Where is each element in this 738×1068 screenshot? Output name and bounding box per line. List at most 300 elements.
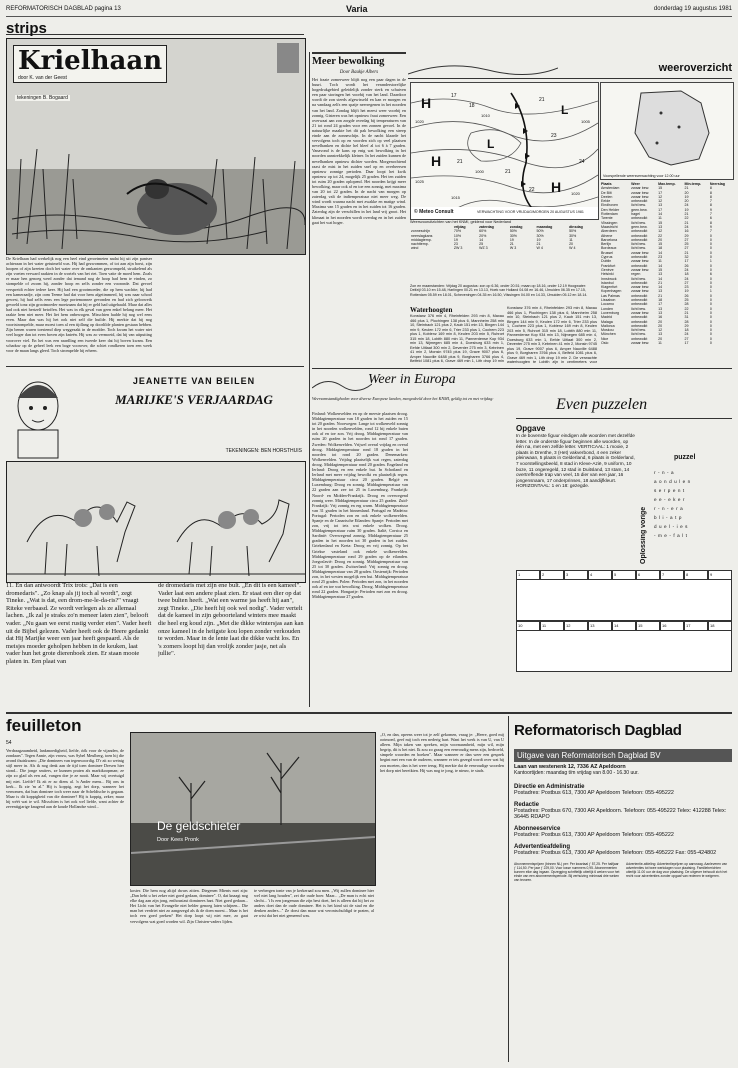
- table-cell: 0: [709, 310, 712, 315]
- table-cell: 28: [684, 302, 689, 307]
- table-cell: 20: [658, 319, 663, 324]
- table-cell: 18: [684, 272, 689, 277]
- table-cell: onbewolkt: [631, 229, 648, 234]
- table-cell: zwaar bew.: [631, 285, 650, 290]
- masthead-section: Varia: [346, 4, 368, 14]
- table-cell: Las Palmas: [601, 293, 620, 298]
- table-cell: 0: [709, 250, 712, 255]
- table-cell: Eindhoven: [601, 203, 618, 208]
- table-cell: 19: [684, 194, 689, 199]
- rd-section-text: Postadres: Postbus 613, 7300 AP Apeldoorn Telefoon: 055-495222: [514, 790, 674, 796]
- table-cell: 70%: [453, 229, 462, 234]
- city-temp: 21: [457, 159, 463, 165]
- table-cell: ZW 3: [453, 246, 463, 251]
- europa-header: [312, 372, 510, 394]
- table-cell: 10%: [453, 233, 462, 238]
- grid-number-cell[interactable]: 8: [684, 570, 708, 580]
- grid-top-row: [516, 570, 732, 580]
- table-cell: Frankfurt: [601, 263, 616, 268]
- grid-blank-area: [516, 580, 732, 621]
- table-cell: 22: [684, 306, 689, 311]
- table-cell: 0: [709, 285, 712, 290]
- table-cell: 29: [684, 323, 689, 328]
- table-cell: Mallorca: [601, 323, 615, 328]
- table-cell: 23: [658, 255, 663, 260]
- bewolking-article: [312, 52, 406, 364]
- table-cell: Barcelona: [601, 237, 618, 242]
- table-cell: onbewolkt: [631, 263, 648, 268]
- table-cell: 24: [684, 224, 689, 229]
- table-cell: 0: [709, 233, 712, 238]
- table-cell: 7: [709, 199, 712, 204]
- table-cell: Klagenfurt: [601, 285, 618, 290]
- feuilleton-byline: Door Kees Pronk: [157, 837, 199, 843]
- table-cell: 19: [536, 237, 541, 242]
- table-cell: 13: [658, 310, 663, 315]
- table-cell: 0: [709, 237, 712, 242]
- waterhoogten-text: Konstanz 376 min 4, Rheinfelden 293 min 8, Maxau 466 plus 1, Plochingen 138 plus 6, Mannheim 258 min 10, Steinbach 121 plus 2, Kaub 151 min 13, Bingen 144 min 9, Keulen 172 min 6, Trier 233 plus 1, Cochem 223 plus 1, Koblenz 169 min 8, Keulen 203 min 5, Ruhrort 315 min 18, Lobith 880 min 11, Pannerdense Kop 934 min 13, Nijmegen 685 min 4, Doesburg 633 min 1, Eefde Uitlaat 300 min 2, Deventer 275 min 3, Kebrinen 41 min 2, Monsin 9745 plus 19, Grave 9007 plus 6, Amper Nauville 6488 plus 9, Borgharen 3766 plus 4, Belfeld 1081 plus 6, Grave 469 min 1, Lith drop 19 min: [410, 314, 504, 363]
- table-cell: 30%: [569, 233, 577, 238]
- forecast-day: zondag: [509, 225, 523, 229]
- table-cell: 13: [658, 332, 663, 337]
- netherlands-mini-map: [600, 82, 734, 180]
- table-cell: 27: [684, 336, 689, 341]
- weather-rule: [408, 78, 732, 79]
- divider: [6, 366, 304, 367]
- table-cell: 14: [658, 276, 663, 281]
- oplossing-row: s e r p e n t: [654, 488, 685, 493]
- feuilleton-text-col1: Verdraagzaamheid, lankmoedigheid, liefde, óók voor de vijanden, de zondaars". Tegen Annie, zijn vrouw, was Sybel Meulberg, toen hij die avond thuiskwam: „Die dominees van tegenwoordig. D'r zit zo weinig stijl meer in. Als ik nog denk aan de tijd toen dominee Dresen hier stond... Die jonge smiters, ze kunnen praten als marktkoopman; ze zijn zo glad als een aal, vangen doe je ze nooit. Maar wij overtuigd mij niet. Liefde? Ik zit er zo diens al. 'n Ander mens... Bij ons in kerk... Ik zie 'm al." Hij is koppig, zegt het dorp, wanneer het vernomen, dat hun dominee toch weer naar de Scheldtsche is gegaan. Maar is dit koppigheid van die dominee? Hij is koppig, zeker; maar hij wéét wat ie wil. Misschien is het ook wel liefde, want achter de zeventigjarige knagend aan de koude Hollandse wind...: [6, 748, 124, 810]
- grid-bottom-row: [516, 621, 732, 631]
- table-cell: 25: [684, 298, 689, 303]
- table-cell: licht bew.: [631, 306, 646, 311]
- table-cell: 30%: [509, 233, 518, 238]
- isobar-label: 1000: [475, 169, 484, 174]
- table-cell: 0: [709, 293, 712, 298]
- table-cell: 8: [709, 194, 712, 199]
- table-cell: 0: [709, 319, 712, 324]
- table-cell: 12: [658, 229, 663, 234]
- table-cell: Vlissingen: [601, 220, 618, 225]
- table-cell: onbewolkt: [631, 323, 648, 328]
- table-cell: 27: [684, 237, 689, 242]
- table-cell: 13: [658, 203, 663, 208]
- europa-intro: Weersomstandigheden voor diverse Europese landen, meegedeeld door het KNMI, geldig tot en met vrijdag:: [312, 396, 494, 401]
- table-cell: zwaar bew.: [631, 340, 650, 345]
- table-cell: neerslagkans: [411, 233, 433, 238]
- table-cell: 50%: [509, 229, 518, 234]
- table-cell: 19: [684, 289, 689, 294]
- table-cell: 25: [684, 242, 689, 247]
- table-cell: Cyprus: [601, 255, 613, 260]
- isobar-label: 1025: [415, 179, 424, 184]
- rd-section-text: Postadres: Postbus 613, 7300 AP Apeldoorn Telefoon: 055-495222 Fax: 055-424802: [514, 850, 717, 856]
- city-temp: 24: [579, 159, 585, 165]
- oplossing-row: r - n - e r a: [654, 506, 684, 511]
- table-cell: zwaar bew.: [631, 289, 650, 294]
- table-cell: 0: [709, 255, 712, 260]
- krielhaan-title: Krielhaan: [18, 46, 163, 76]
- front-symbol: H: [421, 95, 432, 111]
- oplossing-row: r - n - a: [654, 470, 675, 475]
- table-cell: Aberdeen: [601, 229, 617, 234]
- table-cell: 0: [709, 298, 712, 303]
- table-cell: Genève: [601, 267, 614, 272]
- strips-label: strips: [6, 20, 47, 37]
- page-masthead: [6, 4, 732, 17]
- table-cell: onbewolkt: [631, 315, 648, 320]
- table-cell: 29: [684, 233, 689, 238]
- table-cell: 13: [658, 272, 663, 277]
- table-cell: 20: [684, 190, 689, 195]
- grid-number-cell[interactable]: 15: [636, 621, 660, 631]
- puzzel-header: [516, 396, 732, 420]
- table-cell: licht bew.: [631, 332, 646, 337]
- oplossing-grid: [654, 468, 730, 540]
- forecast-day: maandag: [536, 225, 553, 229]
- table-cell: 21: [658, 280, 663, 285]
- table-cell: Den Helder: [601, 207, 620, 212]
- isobar-map: [411, 83, 598, 219]
- krielhaan-title-box: [13, 45, 167, 83]
- rd-section-title: Directie en Administratie: [514, 784, 585, 790]
- krielhaan-comic: [6, 38, 306, 255]
- puzzel-title: Even puzzelen: [556, 396, 648, 413]
- city-table: [600, 182, 732, 345]
- table-cell: onbewolkt: [631, 237, 648, 242]
- opgave-text: In de bovenste figuur eindigen alle woorden met dezelfde letter. In de onderste figuur beginnen alle woorden, op één na, met een zelfde letter. VERTICAAL: 1 mooie, 2 plaats in Drenthe, 3 (Het) vakverbond, 4 een zeker pleinwaan, 5 plaats in Gelderland, 6 plaats in Gelderland, 7 voorstellingsbeeld, 8 stad in Kleve-Azië, 9 uniform, 10 boze, 11 ongeregeld, 12 stad in Duitsland, 13 stam, 14 overtreffende trap van veel, 15 dier van een jaar, 16 jongensnaam, 17 onderprinses, 18 aandijfkleurt. HORIZONTAAL: 1 en 18: gezegde.: [516, 433, 635, 489]
- table-cell: 21: [684, 310, 689, 315]
- table-cell: 13: [658, 306, 663, 311]
- krielhaan-author: door K. van der Geest: [18, 75, 67, 81]
- table-cell: onbewolkt: [631, 255, 648, 260]
- table-cell: 0: [709, 315, 712, 320]
- oplossing-row: a o n d u l e n: [654, 479, 691, 484]
- krielhaan-story: De Krielhaan had werkelijk nog een heel eind geroeimeten nadat hij uit zijn pantser achteraan in het water getuimeld was. Hij had gezwommen, of tot aan zijn borst, zijn hoopen of zijn kreeten doch het water over de omkanten gezwompeld, struikelend als zijn voeten verward raakten in de wortels van het riet. Toen vatte de moed hem. Zoals er maar hen genoeg werd zonder dat iemand nog de hoop had hem te vinden, zo stompelde of zwom hij, zonder hoop en zelfs zonder een vooronde. Dat gevoel verspreidt echter iedere keer. Hij had een grootmoeder, die op hem wachtte; hij had een kameraadje, zijn oom Teeme had dat voor hem afgetimmerd, bij was naar school gewest, hij had zelfs eens een lege portemonnee gevonden en had zich gelooweik gevoeld tonz zijn grootmoeder moeizaam dat hij er geld had uitgehaald. Maar dat alles had ook niet hertzelf betoffen. Het was in elk geval van geen enkel belang meer. Het raakte hem niet meer. Het liet hem onbewogen. Misschien hadde hij nog wel eens even. Maar dan was hij het ook niet zelf die huilde. Hij merkte dat hij nog voortstrompelde, maar moest toen al een tijdlang op doorlilde planten gestaan hebben. Zijn benen waren toestemd diep weggezakt in de modder. Toch kwam het water niet veel hoger dan tot even boven zijn knieën. Hij was zo vermoeid, dat hij van uitputting voorover viel. En het was een raardling een tweede keer dat hij boven kwam. Een schaduw op de geheel leek een boge voorover, die schiet rondkeren toen een week voor de maan langs gleed. Toch strompelde hij erheen.: [6, 256, 152, 353]
- table-cell: 0: [709, 328, 712, 333]
- marijke-header: [6, 368, 304, 460]
- table-cell: nachttemp.: [411, 242, 429, 247]
- city-temp: 23: [551, 133, 557, 139]
- bewolking-title: Meer bewolking: [312, 52, 406, 68]
- table-cell: zonneschijn: [411, 229, 430, 234]
- table-cell: 17: [658, 190, 663, 195]
- table-cell: 15: [658, 220, 663, 225]
- table-cell: zwaar bew.: [631, 190, 650, 195]
- grid-number-cell[interactable]: 10: [516, 621, 540, 631]
- table-cell: licht bew.: [631, 220, 646, 225]
- table-cell: De Bilt: [601, 190, 612, 195]
- table-cell: W 4: [536, 246, 543, 251]
- table-cell: 6: [709, 272, 712, 277]
- table-cell: 20%: [479, 233, 487, 238]
- table-cell: 11: [569, 237, 573, 242]
- table-cell: 18: [684, 328, 689, 333]
- weather-title: weeroverzicht: [658, 62, 732, 74]
- table-cell: 20: [658, 323, 663, 328]
- grid-number-cell[interactable]: 4: [588, 570, 612, 580]
- waterhoogten-article: [410, 306, 504, 364]
- table-cell: Innsbruck: [601, 276, 617, 281]
- table-cell: Moskou: [601, 328, 614, 333]
- forecast-body: [410, 229, 597, 250]
- table-cell: 24: [684, 267, 689, 272]
- europa-text: Finland: Wolkenvelden en op de meeste plaatsen droog. Middagtemperatuur van 18 graden in het zuiden en 15 tot 20 graden. Noorwegen: Lange tot wolkenveld zonnig in het noorden wolkenvelden, rond 12 bij enkele buien ook af en toe zon. Vrij droog. Middagtemperatuur van ruim 20 graden in het noorden tot rond 17 graden. Zweden: Wolkenvelden. Vrijwel overal vrijdag en overal droog. Middagtemperatuur rond 18 graden in het noorden tot rond 20 graden. Denemarken: Wolkenvelden. Vrijdag plaatselijk wat regen, zaterdag droog. Middagtemperatuur rond 20 graden. Engeland en Ierland: Droog en een enkele bui. In Schotland en Ierland met meer vrijdag bewolkt en plaatselijk regen. Middagtemperatuur circa 20 graden. België en Luxemburg: Droog en zonnig. Middagtemperatuur van 22 graden aan zee tot 25 in Luxemburg. Frankrijk: Noord- en Midden-Frankrijk. Droog en overwegend zonnig weer. Middagtemperatuur circa 25 graden. Zuid-Frankrijk: Vrij zonnig en erg warm. Middagtemperatuur van 31 graden in het binnenland. Portugal en Madeira: Portugal: Perioden zon en ook enkele wolkenvelden. Spanje en de Canarische Eilanden: Spanje: Perioden met zon, vrij tot iets wat enkele wolken. Droog. Middagtemperatuur ruim 30 graden. Italië, Corsica en Sardinië: Overwegend zonnig. Middagtemperatuur 25 graden in het noorden tot 30 graden in het zuiden. Griekenland en Kreta: Droog en vrij zonnig. Op het Griekse vasteland ook enkele wolkenvelden. Middagtemperatuur rond 29 graden op de eilanden. Joegoslavië: Droog en zonnig. Middagtemperatuur van 25 tot 30 graden. Zwitserland: Vrij zonnig en droog. Middagtemperatuur van 28 graden. Oostenrijk: Perioden zon, in het westen mogelijk een bui. Middagtemperatuur rond 25 graden. Polen: Perioden met zon, in het noorden ook af en toe wat bewolking. Droog. Middagtemperatuur rond 22 graden. Hongarije: Perioden met zon en droog. Middagtemperatuur 27 graden.: [312, 411, 408, 600]
- map-caption: VERWACHTING VOOR VRIJDAG/MORGEN 20 AUGUSTUS 1981: [477, 210, 584, 214]
- city-table-head-cell: Min.temp.: [684, 182, 702, 186]
- table-cell: 24: [684, 276, 689, 281]
- rd-section-title: Abonneeservice: [514, 826, 561, 832]
- grid-number-cell[interactable]: 6: [636, 570, 660, 580]
- grid-number-cell[interactable]: 16: [660, 621, 684, 631]
- table-cell: 21: [684, 250, 689, 255]
- feuilleton-text-col2: koster. Die hem nog altijd dwars zitten. Diegenen Mients met zijn: „Dan hebt u het zeker niet goed gedaan, dominee". O, dat knaagt nog elke dag aan zijn jong, enthousiast dominees hart. Niet goed gedaan... Het Licht van het Evangelie niet helder genoeg laten schijnen... Die man het verdriet niet zo aangezegd als ik de doen moest... Maar is het toch een goed preken? Het dorp loopt wij niet mee, zo gaat vervolgens wat goed worden wil. Zijn Christen-vaders lijden.: [130, 888, 248, 924]
- table-cell: WZ 3: [479, 246, 488, 251]
- cloud-sun-decoration: [408, 60, 558, 78]
- table-cell: 21: [536, 242, 541, 247]
- forecast-day: dinsdag: [569, 225, 583, 229]
- isobar-label: 1010: [481, 113, 490, 118]
- table-cell: Malaga: [601, 319, 613, 324]
- netherlands-outline: [601, 83, 733, 171]
- table-cell: zwaar bew.: [631, 186, 650, 191]
- marijke-comic-panel: [6, 461, 306, 583]
- marijke-illustrator: TEKENINGEN: BEN HORSTHUIS: [225, 448, 302, 454]
- rd-uitgave: Uitgave van Reformatorisch Dagblad BV: [514, 749, 732, 762]
- grid-number-cell[interactable]: 14: [612, 621, 636, 631]
- table-cell: 20: [658, 336, 663, 341]
- table-cell: 23: [684, 285, 689, 290]
- bewolking-text: Het fraaie zomerweer blijft nog een paar dagen in de buurt. Toch wordt het veranderstorelijke hogedrukgebied geleidelijk zonder sterk en schuiven een paar storingen het voorbij van het land. Daardoor wordt de zon steeds afgewisseld en kan er morgen en na vandaag zelfs een spatje neerregenen in het noorden van het land. Zondag blijft het meest weer voorbij en zonnig. Gisteren was het opnieuw fraai zomerweer. Een overwaai aan zon zorgde overdag bij temperaturen van 21 tot rond 24 graden voor een zonnen gevoel. In de natuurlijke maakte het dit pak bewolking een streep einde aan de zonneschijn. In de nacht klaarde het vervolgens toch op en voorden zich op veel plaatsen nevelbanken en dichte hel bleef al tot 6 à 7 graden. Vanavond is de kans op enig wat bewolking in het noorden aanstrekkelijk kleiner. In het zuiden kunnen de nevelbanken opnieuw dichter worden. Morgenochtend raast de mist in het zuiden snel op en overheersen opnieuw zonnige perioden. Daar loopt het kwik opnieuw op tot 24, mogelijk 25 graden. Het ten zuiden tot ruim 20 graden oplopend. Het noorden krijgt meer bewolking, maar ook af en toe een zonnig, met maxima van 20 tot 22 graden. In de nacht van morgen op zaterdag valt de indtemperatuur niet meer weg. De wind wordt waarna nacht met zwakke en matige wind. Maxima van 15 graden en in het zuiden tot 16 graden. Zaterdag zijn de verschillen in het land vrij groot. Het klimaat in het noorden wordt overdag en in het zuiden gaat het wat hoger.: [312, 77, 406, 225]
- table-cell: 19: [509, 237, 514, 242]
- forecast-table: [410, 225, 597, 251]
- opgave-title: Opgave: [516, 424, 546, 433]
- grid-number-cell[interactable]: 12: [564, 621, 588, 631]
- table-row: [410, 246, 597, 250]
- grid-number-cell[interactable]: 18: [708, 621, 732, 631]
- table-cell: 17: [658, 207, 663, 212]
- table-cell: 7: [709, 212, 712, 217]
- table-cell: 1: [709, 289, 712, 294]
- table-cell: licht bew.: [631, 328, 646, 333]
- divider: [312, 368, 732, 369]
- table-cell: 18: [658, 246, 663, 251]
- grid-number-cell[interactable]: 5: [612, 570, 636, 580]
- table-cell: geen.bew.: [631, 224, 648, 229]
- feuilleton-photo: [130, 732, 376, 886]
- table-cell: 22: [658, 233, 663, 238]
- table-cell: 14: [479, 237, 484, 242]
- feuilleton-text-col3: te verbergen tonte van je kerkeraad zou men. „Wij zullen dominee hier wel niet lang houden", zei die oude boer. Maar... „De man is echt niet slecht... 't Is een jongeman die zijn best doet, het is alleen dat hij het zo anders doet dan de oude dominee. Het is het kind uit de stad en die denken anders..." Ze dorst dan maar wat verontschuldigd te praten, al ze wist dat het niet gemeend was.: [254, 888, 374, 919]
- table-cell: 31: [684, 315, 689, 320]
- opgave-block: [516, 424, 636, 566]
- table-cell: geen.bew.: [631, 207, 648, 212]
- feuilleton-label: feuilleton: [6, 716, 82, 735]
- table-cell: 21: [684, 220, 689, 225]
- table-cell: 21: [684, 212, 689, 217]
- table-cell: 25: [479, 242, 484, 247]
- table-cell: 16: [684, 229, 689, 234]
- camel-dromedary-illustration: [7, 462, 305, 582]
- table-cell: onbewolkt: [631, 298, 648, 303]
- table-cell: 24: [684, 203, 689, 208]
- table-cell: onbewolkt: [631, 280, 648, 285]
- marijke-story-col1: 11. En dan antwoordt Trix trots: „Dat is een dromedaris". „Zo knap als jij toch al wordt", zegt Tineke. „Wat is dat, een drom-me-le-da-ris?" vraagt Riteke verbaasd. Ze wordt verlegen als ze allemaal lachen. „Ik zal je straks zo'n meneer laten zien", belooft vader. „Nu gaan we eerst rustig verder eten". Vader heeft uit de Bijbel gelezen. Vader heeft ook de Heere gedankt dat Hij Marijke weer een jaar heeft gespaard. Als de meisjes moeder geholpen hebben in de keuken, laat vader hun het grote dierenboek zien. Er staan mooie platen in. Een plaat van: [6, 582, 152, 665]
- table-cell: 0: [709, 246, 712, 251]
- table-cell: regen: [631, 272, 641, 277]
- table-cell: 21: [509, 242, 514, 247]
- table-cell: 50%: [569, 229, 577, 234]
- rd-hours: Kantoortijden: maandag t/m vrijdag van 8.00 - 16.30 uur.: [514, 770, 639, 776]
- oplossing-row: d u e l - i e s: [654, 524, 689, 529]
- table-cell: licht bew.: [631, 203, 646, 208]
- table-cell: 26: [684, 263, 689, 268]
- waterhoogten-continued: Konstanz 376 min 4, Rheinfelden 293 min 8, Maxau 466 plus 1, Plochingen 138 plus 6, Mannheim 258 min 10, Steinbach 121 plus 2, Kaub 151 min 13, Bingen 144 min 9, Keulen 172 min 6, Trier 233 plus 1, Cochem 223 plus 1, Koblenz 169 min 8, Keulen 203 min 5, Ruhrort 315 min 18, Lobith 880 min 11, Pannerdense Kop 934 min 13, Nijmegen 685 min 4, Doesburg 633 min 1, Eefde Uitlaat 300 min 2, Deventer 275 min 3, Kebrinen 41 min 2, Monsin 9745 plus 19, Grave 9007 plus 6, Amper Nauville 6488 plus 9, Borgharen 3766 plus 4, Belfeld 1081 plus 6, Grave 469 min 1, Lith drop 19 min 2. De verwachte waterhoogten te Lobith zijn in centimeters voor: [507, 306, 597, 364]
- table-cell: 13: [658, 224, 663, 229]
- table-cell: 8: [709, 186, 712, 191]
- section-rule: [6, 712, 732, 714]
- table-cell: 14: [658, 263, 663, 268]
- marijke-author: JEANETTE VAN BEILEN: [132, 376, 256, 386]
- table-cell: 19: [684, 207, 689, 212]
- table-cell: 13: [658, 289, 663, 294]
- table-cell: 14: [658, 250, 663, 255]
- table-cell: wind: [411, 246, 419, 251]
- table-cell: 16: [658, 315, 663, 320]
- table-cell: Madrid: [601, 315, 612, 320]
- table-cell: 1: [709, 259, 712, 264]
- table-cell: 0: [709, 302, 712, 307]
- grid-number-cell[interactable]: 9: [708, 570, 732, 580]
- table-cell: 19: [453, 237, 458, 242]
- table-cell: 0: [709, 267, 712, 272]
- feuilleton-title: De geldschieter: [157, 819, 241, 833]
- feuilleton-number: 54: [6, 740, 12, 746]
- grid-number-cell[interactable]: 2: [540, 570, 564, 580]
- grid-number-cell[interactable]: 3: [564, 570, 588, 580]
- table-cell: 8: [709, 220, 712, 225]
- table-cell: onbewolkt: [631, 233, 648, 238]
- isobar-label: 1015: [451, 195, 460, 200]
- table-cell: 0: [709, 336, 712, 341]
- map-credit: © Meteo Consult: [414, 209, 454, 215]
- table-cell: Dublin: [601, 259, 612, 264]
- knmi-forecast: [410, 220, 597, 272]
- rd-section-text: Postadres: Postbus 613, 7300 AP Apeldoorn Telefoon: 055-495222: [514, 832, 674, 838]
- table-cell: 15: [658, 242, 663, 247]
- grid-number-cell[interactable]: 13: [588, 621, 612, 631]
- table-cell: 21: [684, 186, 689, 191]
- rd-section-title: Redactie: [514, 802, 540, 808]
- grid-number-cell[interactable]: 17: [684, 621, 708, 631]
- table-cell: onbewolkt: [631, 336, 648, 341]
- table-cell: zwaar bew.: [631, 250, 650, 255]
- table-cell: zwaar bew.: [631, 259, 650, 264]
- table-cell: onbewolkt: [631, 216, 648, 221]
- rd-section-text: Postadres: Postbus 670, 7300 AR Apeldoorn. Telefoon: 055-495222 Telex: 412288 Telex: 36445 RDAPO: [514, 808, 727, 820]
- table-cell: 20: [658, 237, 663, 242]
- oplossing-row: b l i - a t p: [654, 515, 682, 520]
- table-cell: 14: [658, 212, 663, 217]
- rd-fine-left: Abonnementsprijzen (binnen NL) per: Per kwartaal ƒ 57,25. Per halfjaar ƒ 114,50. Per jaar ƒ 229,00. Voor losse nummers 0,95. Abonnementen kunnen elke dag ingaan. Opzegging schriftelijk uiterlijk 6 weken voor het einde van een abonnementsperiode. Bij verhuizing minimaal drie weken van tevoren.: [514, 862, 620, 882]
- table-cell: 0: [709, 276, 712, 281]
- table-cell: zwaar bew.: [631, 194, 650, 199]
- rd-fine-print: [514, 862, 732, 922]
- forecast-intro: Weersvooruitzichten van het KNMI, geldend voor Nederland: [410, 220, 512, 224]
- girl-portrait-illustration: [6, 368, 76, 460]
- isobar-label: 1005: [581, 119, 590, 124]
- grid-number-cell[interactable]: 11: [540, 621, 564, 631]
- city-temp: 17: [451, 93, 457, 99]
- marijke-story-col2: de dromedaris met zijn ene bult. „En dit is een kameel". Vader laat een andere plaat zien. Er staat een dier op dat twee bulten heeft. „Wat een warme jas heeft hij aan", zegt Tineke. „Die heeft hij ook wel nodig". Vader vertelt dat de kameel in zijn geboorteland winters mee maakt die heel erg koud zijn. „Met die dikke wintersjas aan kan onze kameel in de heiigste kou lopen zonder verkouden te worden. Maar in de lente laat die dikke vacht los. En 's zomers loopt hij dan vrolijk zonder jasje, net als jullie".: [158, 582, 304, 658]
- weather-header: [312, 56, 732, 80]
- table-cell: 21: [658, 293, 663, 298]
- puzzel-rule: [516, 418, 732, 419]
- table-cell: Amsterdam: [601, 186, 620, 191]
- table-cell: 11: [658, 216, 662, 221]
- table-cell: 26: [684, 293, 689, 298]
- grid-blank-area: [516, 631, 732, 672]
- marijke-title: MARIJKE'S VERJAARDAG: [115, 392, 273, 407]
- city-table-body: [600, 186, 732, 345]
- oplossing-row: e e - e k e r: [654, 497, 686, 502]
- table-cell: 0: [709, 340, 712, 345]
- sun-moon-tides: Zon en maanstanden: Vrijdag 20 augustus: zon op 6.36, onder 20.51; maan op 18.16, onder 12.19 Hoogwater: Delfzijl 03.10 en 15.48, Harlingen 00.21 en 13.13, Hoek van Holland 04.08 en 16.46, IJmuiden 06.35 en 17.15, Rotterdam 05.59 en 18.01, Scheveningen 04.35 en 16.50, Vlissingen 04.00 en 14.33, IJmuiden 05.12 en 18.14.: [410, 284, 588, 297]
- table-cell: Oslo: [601, 340, 609, 345]
- front-symbol: L: [487, 137, 495, 151]
- europa-title: Weer in Europa: [368, 372, 456, 387]
- table-cell: München: [601, 332, 616, 337]
- table-cell: 9: [709, 224, 712, 229]
- countryside-illustration: [131, 733, 375, 885]
- table-cell: Nice: [601, 336, 609, 341]
- city-temp: 21: [505, 169, 511, 175]
- table-cell: Rotterdam: [601, 212, 618, 217]
- city-table-head-cell: Neerslag: [709, 182, 725, 186]
- table-cell: 27: [684, 246, 689, 251]
- city-table-head-cell: Weer: [631, 182, 640, 186]
- table-cell: 11: [658, 340, 662, 345]
- city-table-head-cell: Plaats: [601, 182, 612, 186]
- table-cell: 0: [709, 323, 712, 328]
- table-cell: 24: [684, 332, 689, 337]
- table-cell: 0: [709, 332, 712, 337]
- city-weather-table: [600, 182, 732, 412]
- city-temp: 21: [539, 97, 545, 103]
- city-temp: 22: [529, 187, 535, 193]
- table-cell: Helsinki: [601, 272, 614, 277]
- table-cell: Maastricht: [601, 224, 618, 229]
- table-cell: Brussel: [601, 250, 613, 255]
- table-cell: Istanbul: [601, 280, 614, 285]
- table-cell: 12: [658, 199, 663, 204]
- rd-address: Laan van westenenk 12, 7336 AZ Apeldoorn: [514, 764, 626, 770]
- table-cell: Kopenhagen: [601, 289, 622, 294]
- table-cell: 60%: [479, 229, 487, 234]
- table-cell: 17: [684, 259, 689, 264]
- table-cell: zwaar bew.: [631, 310, 650, 315]
- table-cell: 23: [453, 242, 458, 247]
- grid-number-cell[interactable]: 1: [516, 570, 540, 580]
- masthead-left: REFORMATORISCH DAGBLAD pagina 13: [6, 6, 121, 12]
- grid-number-cell[interactable]: 7: [660, 570, 684, 580]
- table-cell: 12: [658, 194, 663, 199]
- table-cell: 32: [684, 255, 689, 260]
- table-cell: 0: [709, 263, 712, 268]
- isobar-label: 1020: [415, 119, 424, 124]
- table-cell: W 4: [569, 246, 576, 251]
- table-cell: licht bew.: [631, 242, 646, 247]
